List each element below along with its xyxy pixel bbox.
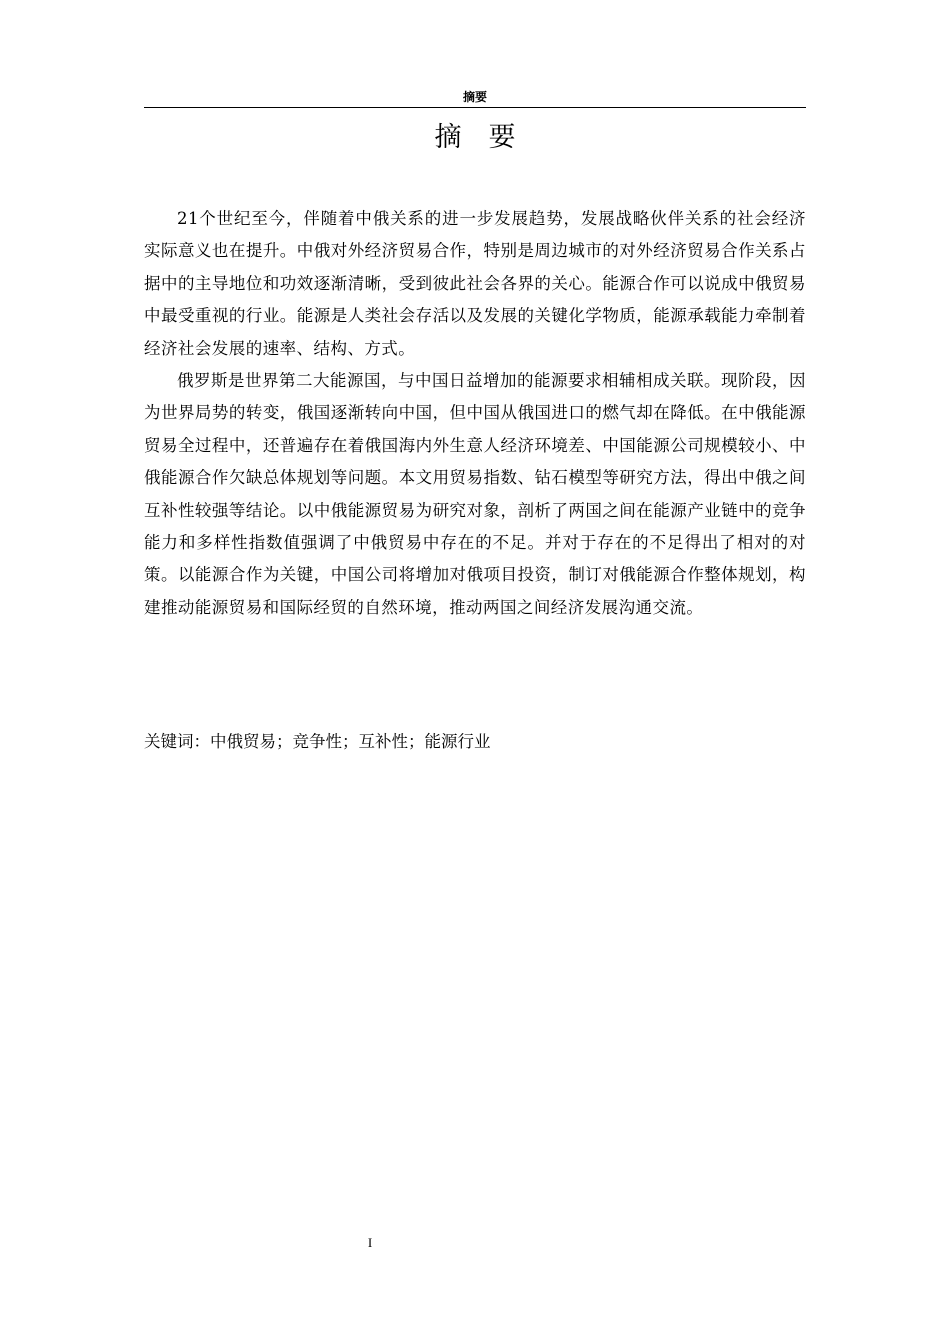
abstract-paragraph-1: 21个世纪至今，伴随着中俄关系的进一步发展趋势，发展战略伙伴关系的社会经济实际意义也在提升。中俄对外经济贸易合作，特别是周边城市的对外经济贸易合作关系占据中的主导地位和功效逐渐清晰，受到彼此社会各界的关心。能源合作可以说成中俄贸易中最受重视的行业。能源是人类社会存活以及发展的关键化学物质，能源承载能力牵制着经济社会发展的速率、结构、方式。 (144, 209, 806, 358)
page-number: I (367, 1235, 373, 1250)
keywords-value: 中俄贸易；竞争性；互补性；能源行业 (210, 732, 491, 751)
running-header: 摘要 (462, 90, 487, 104)
header-rule (144, 107, 806, 108)
keywords-line (144, 728, 806, 756)
keywords-label: 关键词： (144, 732, 210, 751)
page-title: 摘要 (434, 122, 543, 153)
abstract-body (144, 203, 806, 624)
abstract-paragraph-2: 俄罗斯是世界第二大能源国，与中国日益增加的能源要求相辅相成关联。现阶段，因为世界局势的转变，俄国逐渐转向中国，但中国从俄国进口的燃气却在降低。在中俄能源贸易全过程中，还普遍存在着俄国海内外生意人经济环境差、中国能源公司规模较小、中俄能源合作欠缺总体规划等问题。本文用贸易指数、钻石模型等研究方法，得出中俄之间互补性较强等结论。以中俄能源贸易为研究对象，剖析了两国之间在能源产业链中的竞争能力和多样性指数值强调了中俄贸易中存在的不足。并对于存在的不足得出了相对的对策。以能源合作为关键，中国公司将增加对俄项目投资，制订对俄能源合作整体规划，构建推动能源贸易和国际经贸的自然环境，推动两国之间经济发展沟通交流。 (144, 371, 806, 617)
